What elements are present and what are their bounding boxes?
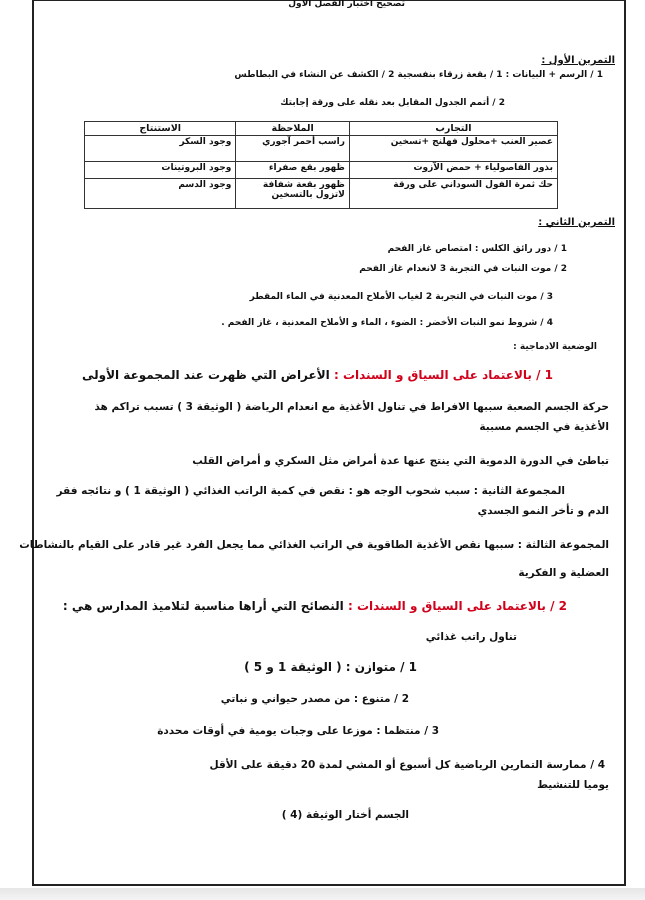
table-cell-conclusion: وجود السكر xyxy=(85,136,236,162)
table-cell-experiment: عصير العنب +محلول فهلنج +تسخين xyxy=(349,136,557,162)
group-3-text-b: العضلية و الفكرية xyxy=(518,567,609,579)
exercise-2-title: التمرين الثاني : xyxy=(538,217,615,228)
advice-item: 4 / ممارسة التمارين الرياضية كل أسبوع أو المشي لمدة 20 دقيقة على الأقل xyxy=(209,759,605,771)
question-2-text: النصائح التي أراها مناسبة لتلاميذ المدارس هي : xyxy=(62,599,344,613)
table-cell-experiment: بذور الفاصولياء + حمض الآزوت xyxy=(349,162,557,179)
page-title: تصحيح اختبار الفصل الأول xyxy=(288,0,405,9)
final-answer: الجسم أختار الوثيقة (4 ) xyxy=(281,809,409,821)
advice-item: 3 / منتظما : موزعا على وجبات يومية في أوقات محددة xyxy=(157,725,439,737)
question-1-prefix: 1 / بالاعتماد على السياق و السندات : xyxy=(333,368,553,382)
question-1-text: الأعراض التي ظهرت عند المجموعة الأولى xyxy=(81,368,330,382)
page-shadow xyxy=(0,888,645,900)
exercise-2-item: 1 / دور رائق الكلس : امتصاص غاز الفحم xyxy=(387,244,567,254)
experiments-table xyxy=(84,121,558,209)
table-header-experiments: التجارب xyxy=(349,122,557,136)
question-2-prefix: 2 / بالاعتماد على السياق و السندات : xyxy=(347,599,567,613)
group-1-text-b: الأغذية في الجسم مسببة xyxy=(479,421,609,433)
exercise-2-item: 3 / موت النبات في التجربة 2 لغياب الأملاح المعدنية في الماء المقطر xyxy=(249,292,553,302)
exercise-1-title: التمرين الأول : xyxy=(541,55,615,66)
exercise-1-answer-2: 2 / أتمم الجدول المقابل بعد نقله على ورقة إجابتك xyxy=(280,98,505,108)
integration-title: الوضعية الادماجية : xyxy=(513,342,597,352)
advice-item: 1 / متوازن : ( الوثيقة 1 و 5 ) xyxy=(244,660,417,674)
table-row xyxy=(85,162,558,179)
exercise-1-answer-1: 1 / الرسم + البيانات : 1 / بقعة زرقاء بنفسجية 2 / الكشف عن النشاء في البطاطس xyxy=(234,70,603,80)
group-1-text-a: حركة الجسم الصعبة سببها الافراط في تناول الأغذية مع انعدام الرياضة ( الوثيقة 3 ) تسبب تراكم هذ xyxy=(94,401,609,413)
table-header-row xyxy=(85,122,558,136)
exercise-2-item: 2 / موت النبات في التجربة 3 لانعدام غاز الفحم xyxy=(359,264,567,274)
group-3-text-a: المجموعة الثالثة : سببها نقص الأغذية الطاقوية في الراتب الغذائي مما يجعل الفرد غير قادر على القيام بالنشاطات xyxy=(19,539,609,551)
advice-intro: تناول راتب غذائي xyxy=(425,631,517,643)
group-1-text-c: تباطئ في الدورة الدموية التي ينتج عنها عدة أمراض مثل السكري و أمراض القلب xyxy=(192,455,609,467)
group-2-text-a: المجموعة الثانية : سبب شحوب الوجه هو : نقص في كمية الراتب الغذائي ( الوثيقة 1 ) و نتائجه فقر xyxy=(56,485,565,497)
integration-question-2 xyxy=(63,599,567,613)
table-cell-observation: ظهور بقعة شفافة لاتزول بالتسخين xyxy=(236,179,350,209)
integration-question-1 xyxy=(82,368,553,382)
table-cell-observation: راسب أحمر آجوري xyxy=(236,136,350,162)
table-header-conclusion: الاستنتاج xyxy=(85,122,236,136)
table-cell-observation: ظهور بقع صفراء xyxy=(236,162,350,179)
advice-item: 2 / متنوع : من مصدر حيواني و نباتي xyxy=(220,693,409,705)
table-cell-conclusion: وجود البروتينات xyxy=(85,162,236,179)
advice-tail: يوميا للتنشيط xyxy=(537,779,609,791)
table-cell-conclusion: وجود الدسم xyxy=(85,179,236,209)
table-row xyxy=(85,179,558,209)
table-header-observation: الملاحظة xyxy=(236,122,350,136)
table-row xyxy=(85,136,558,162)
exercise-2-item: 4 / شروط نمو النبات الأخضر : الضوء ، الماء و الأملاح المعدنية ، غاز الفحم . xyxy=(221,318,553,328)
table-cell-experiment: حك ثمرة الفول السوداني على ورقة xyxy=(349,179,557,209)
group-2-text-b: الدم و تأخر النمو الجسدي xyxy=(477,505,609,517)
